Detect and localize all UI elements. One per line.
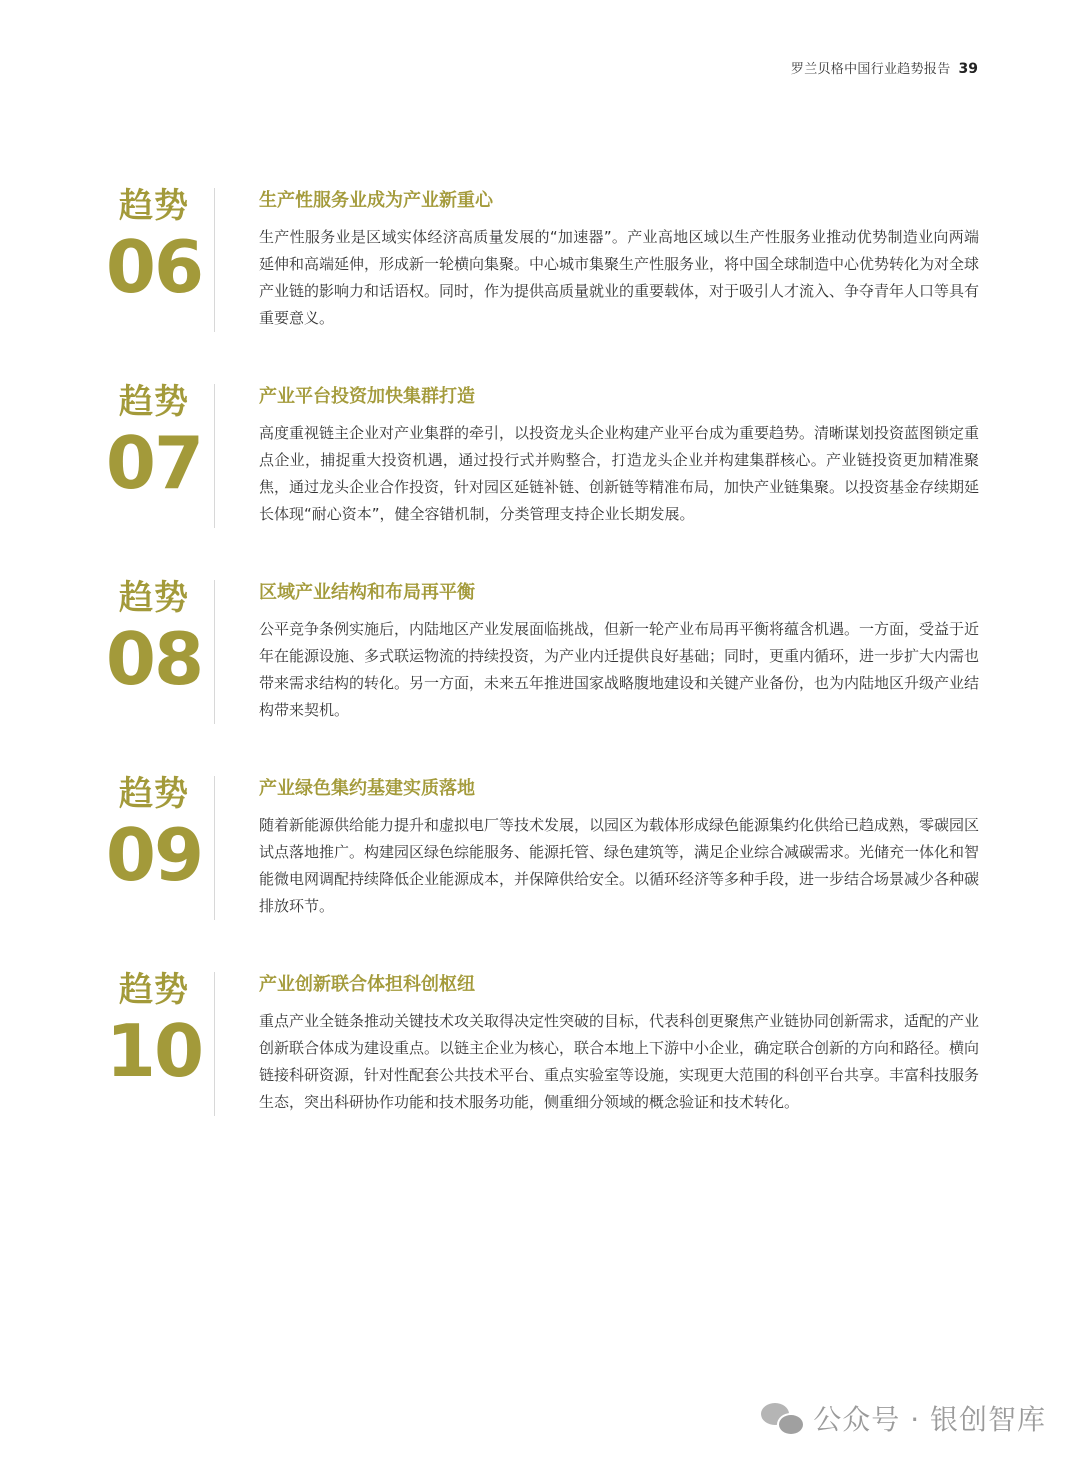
trend-paragraph: 随着新能源供给能力提升和虚拟电厂等技术发展，以园区为载体形成绿色能源集约化供给已趋成熟，零碳园区试点落地推广。构建园区绿色综能服务、能源托管、绿色建筑等，满足企业综合减碳需求。光储充一体化和智能微电网调配持续降低企业能源成本，并保障供给安全。以循环经济等多种手段，进一步结合场景减少各种碳排放环节。 (259, 816, 980, 915)
trend-heading: 产业绿色集约基建实质落地 (259, 778, 475, 799)
trend-heading: 产业创新联合体担科创枢纽 (259, 974, 475, 995)
trend-number: 08 (105, 617, 203, 701)
trend-number: 07 (105, 421, 203, 505)
trend-number: 09 (105, 813, 203, 897)
trend-body (259, 972, 979, 1116)
vertical-divider (214, 188, 215, 332)
trend-word: 趋势 (119, 774, 189, 814)
page-header (791, 58, 978, 77)
page-number: 39 (958, 61, 978, 77)
trend-item-08 (0, 578, 1080, 774)
trend-label (104, 970, 204, 1093)
trend-label (104, 382, 204, 505)
trend-label (104, 578, 204, 701)
trend-list (0, 186, 1080, 1166)
watermark-text: 公众号 · 银创智库 (813, 1403, 1046, 1436)
trend-item-10 (0, 970, 1080, 1166)
trend-body (259, 580, 979, 724)
trend-label (104, 186, 204, 309)
trend-word: 趋势 (119, 578, 189, 618)
trend-item-06 (0, 186, 1080, 382)
trend-heading: 产业平台投资加快集群打造 (259, 386, 475, 407)
trend-body (259, 188, 979, 332)
trend-paragraph: 重点产业全链条推动关键技术攻关取得决定性突破的目标，代表科创更聚焦产业链协同创新需求，适配的产业创新联合体成为建设重点。以链主企业为核心，联合本地上下游中小企业，确定联合创新的方向和路径。横向链接科研资源，针对性配套公共技术平台、重点实验室等设施，实现更大范围的科创平台共享。丰富科技服务生态，突出科研协作功能和技术服务功能，侧重细分领域的概念验证和技术转化。 (259, 1012, 980, 1111)
report-title: 罗兰贝格中国行业趋势报告 (790, 62, 951, 77)
vertical-divider (214, 972, 215, 1116)
trend-word: 趋势 (119, 970, 189, 1010)
trend-body (259, 384, 979, 528)
wechat-watermark (761, 1398, 1046, 1438)
wechat-icon (761, 1401, 805, 1435)
trend-heading: 生产性服务业成为产业新重心 (259, 190, 493, 211)
trend-heading: 区域产业结构和布局再平衡 (259, 582, 475, 603)
trend-item-09 (0, 774, 1080, 970)
vertical-divider (214, 776, 215, 920)
vertical-divider (214, 580, 215, 724)
trend-paragraph: 生产性服务业是区域实体经济高质量发展的“加速器”。产业高地区域以生产性服务业推动优势制造业向两端延伸和高端延伸，形成新一轮横向集聚。中心城市集聚生产性服务业，将中国全球制造中心优势转化为对全球产业链的影响力和话语权。同时，作为提供高质量就业的重要载体，对于吸引人才流入、争夺青年人口等具有重要意义。 (259, 228, 980, 327)
trend-label (104, 774, 204, 897)
trend-word: 趋势 (119, 382, 189, 422)
trend-item-07 (0, 382, 1080, 578)
trend-paragraph: 高度重视链主企业对产业集群的牵引，以投资龙头企业构建产业平台成为重要趋势。清晰谋划投资蓝图锁定重点企业，捕捉重大投资机遇，通过投行式并购整合，打造龙头企业并构建集群核心。产业链投资更加精准聚焦，通过龙头企业合作投资，针对园区延链补链、创新链等精准布局，加快产业链集聚。以投资基金存续期延长体现“耐心资本”，健全容错机制，分类管理支持企业长期发展。 (259, 424, 980, 523)
vertical-divider (214, 384, 215, 528)
trend-word: 趋势 (119, 186, 189, 226)
trend-body (259, 776, 979, 920)
trend-number: 10 (105, 1009, 203, 1093)
trend-paragraph: 公平竞争条例实施后，内陆地区产业发展面临挑战，但新一轮产业布局再平衡将蕴含机遇。一方面，受益于近年在能源设施、多式联运物流的持续投资，为产业内迁提供良好基础；同时，更重内循环，进一步扩大内需也带来需求结构的转化。另一方面，未来五年推进国家战略腹地建设和关键产业备份，也为内陆地区升级产业结构带来契机。 (259, 620, 980, 719)
trend-number: 06 (105, 225, 203, 309)
